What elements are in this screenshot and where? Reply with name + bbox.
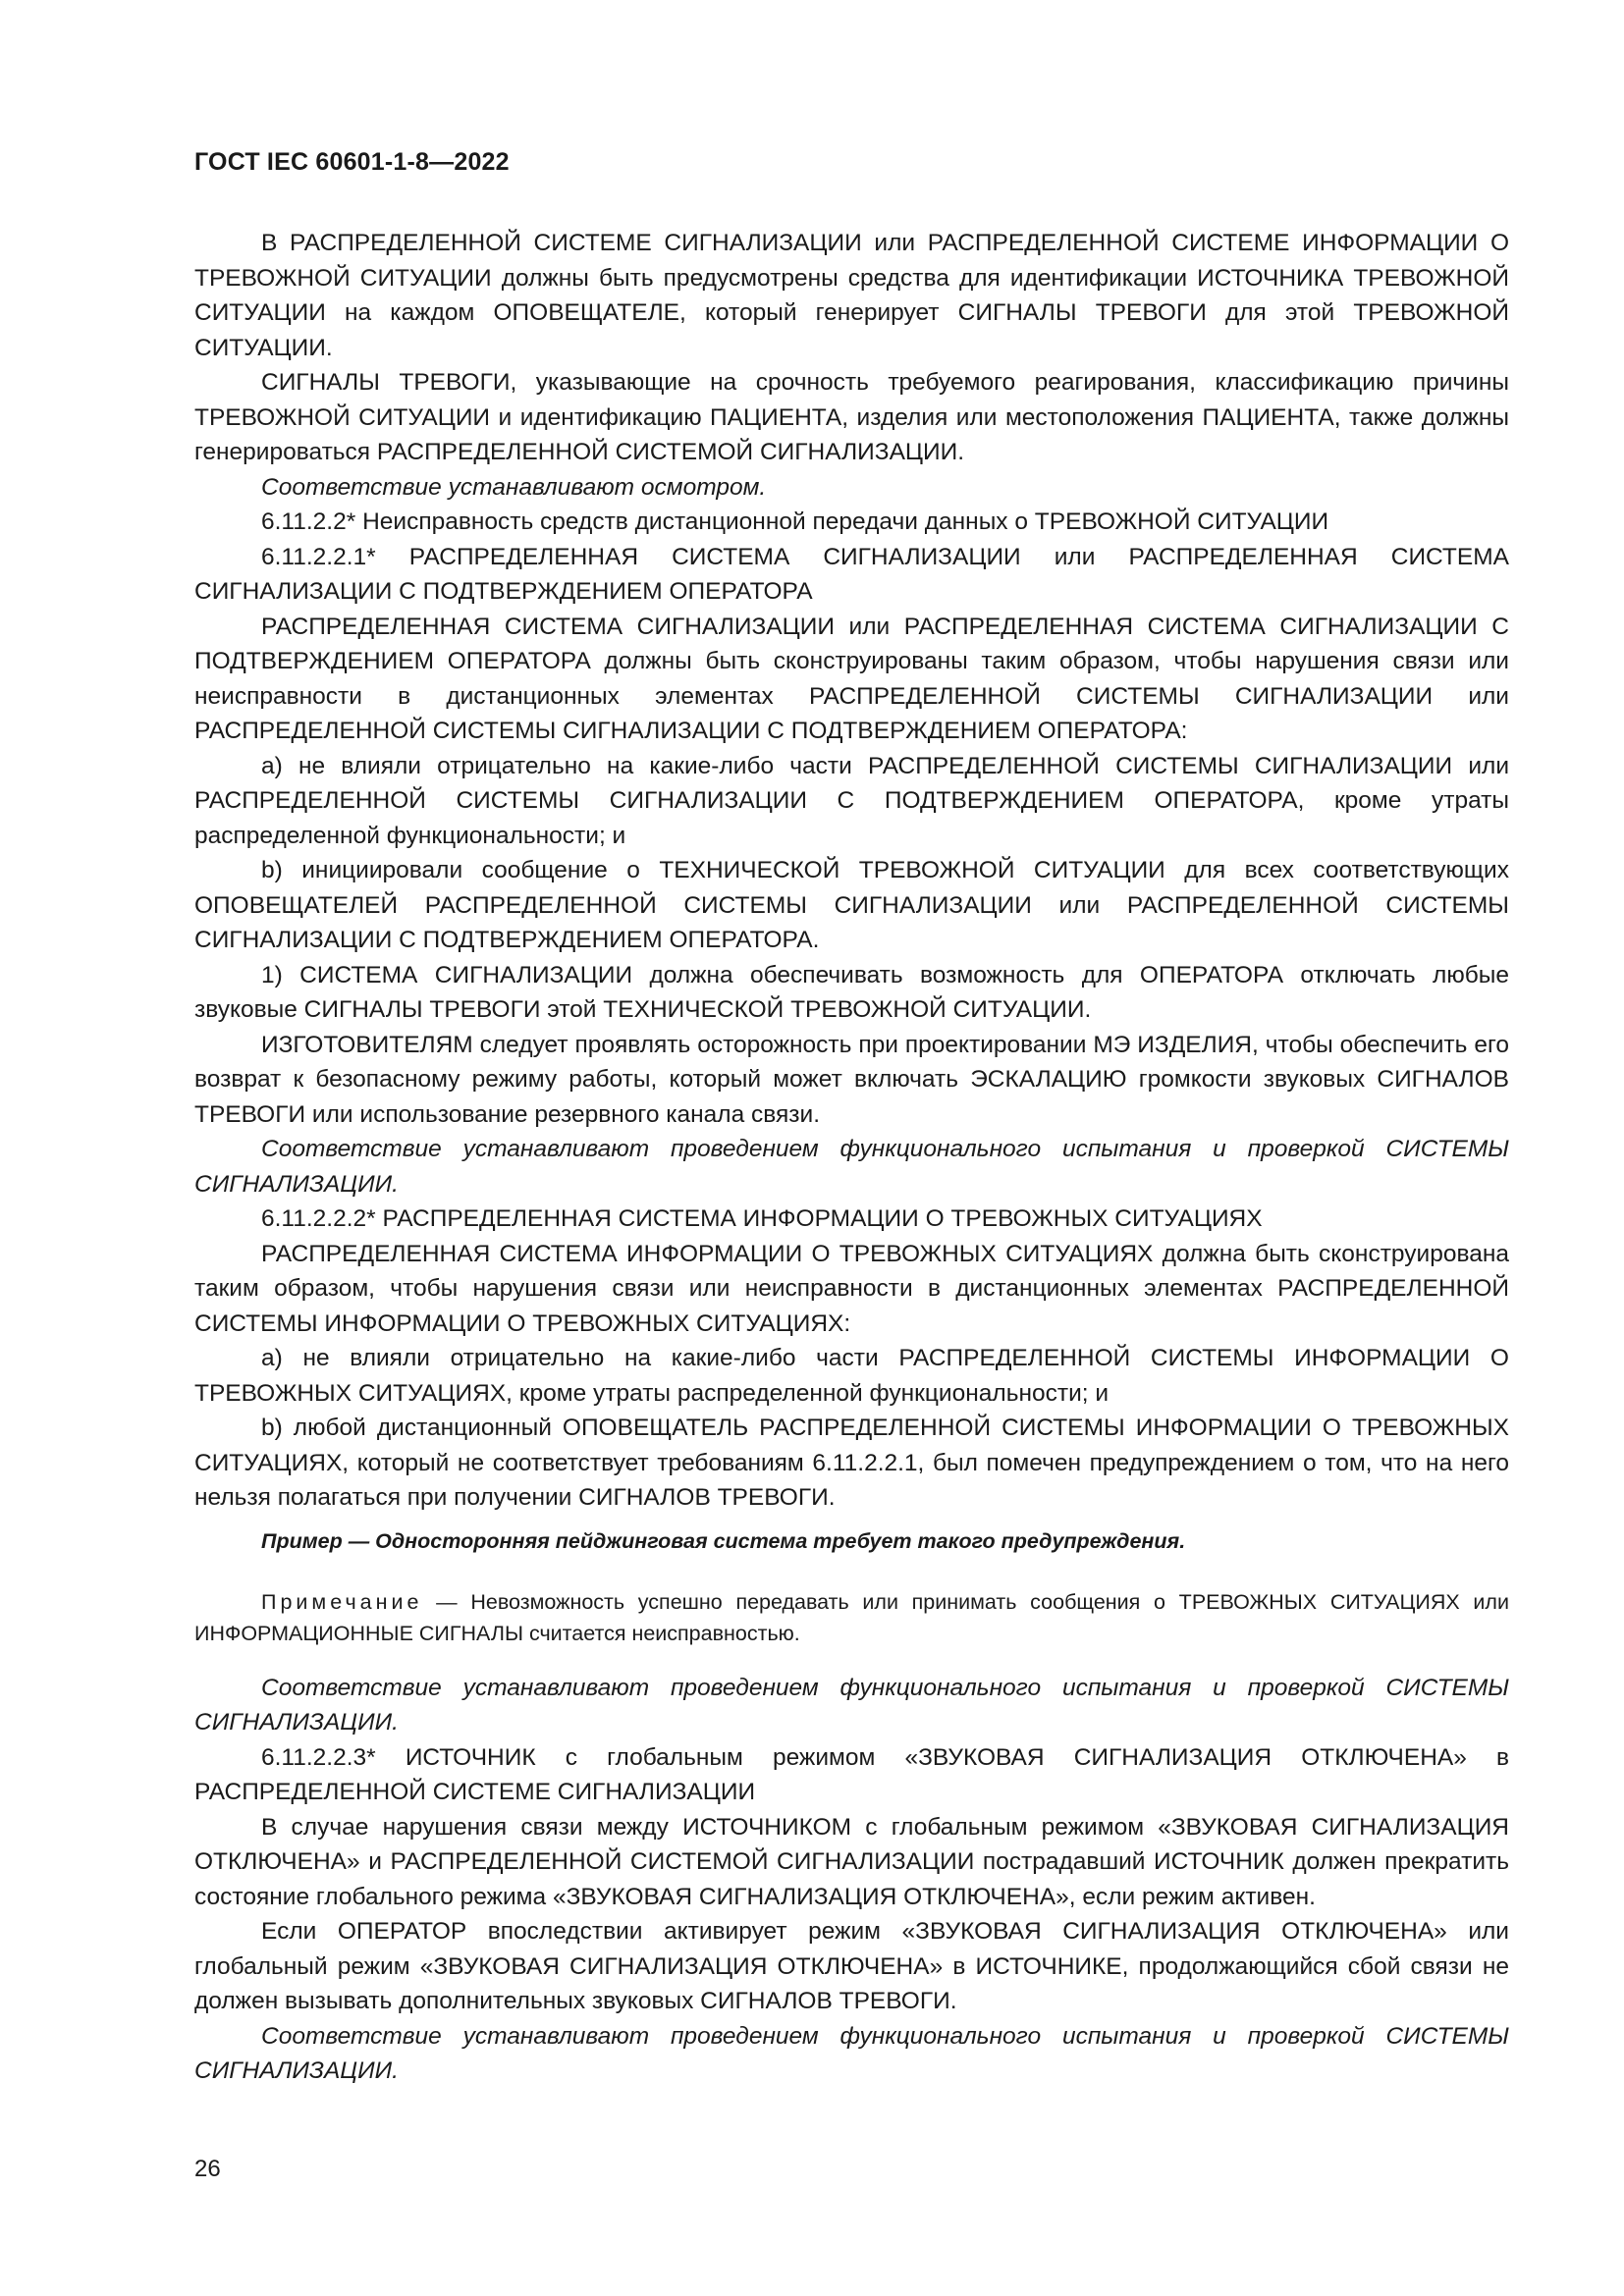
compliance-statement: Соответствие устанавливают проведением функционального испытания и проверкой СИСТЕМЫ СИГНАЛИЗАЦИИ. — [194, 1136, 1509, 1198]
subsection-heading: 6.11.2.2.2* РАСПРЕДЕЛЕННАЯ СИСТЕМА ИНФОРМАЦИИ О ТРЕВОЖНЫХ СИТУАЦИЯХ — [261, 1205, 1263, 1232]
paragraph: В РАСПРЕДЕЛЕННОЙ СИСТЕМЕ СИГНАЛИЗАЦИИ или РАСПРЕДЕЛЕННОЙ СИСТЕМЕ ИНФОРМАЦИИ О ТРЕВОЖНОЙ СИТУАЦИИ должны быть предусмотрены средства для идентификации ИСТОЧНИКА ТРЕВОЖНОЙ СИТУАЦИИ на каждом ОПОВЕЩАТЕЛЕ, который генерирует СИГНАЛЫ ТРЕВОГИ для этой ТРЕВОЖНОЙ СИТУАЦИИ. — [194, 230, 1509, 361]
note — [194, 1586, 1509, 1649]
list-item: 1) СИСТЕМА СИГНАЛИЗАЦИИ должна обеспечивать возможность для ОПЕРАТОРА отключать любые звуковые СИГНАЛЫ ТРЕВОГИ этой ТЕХНИЧЕСКОЙ ТРЕВОЖНОЙ СИТУАЦИИ. — [194, 961, 1509, 1023]
note-text: — Невозможность успешно передавать или принимать сообщения о ТРЕВОЖНЫХ СИТУАЦИЯХ или ИНФОРМАЦИОННЫЕ СИГНАЛЫ считается неисправностью. — [194, 1589, 1509, 1645]
paragraph: Если ОПЕРАТОР впоследствии активирует режим «ЗВУКОВАЯ СИГНАЛИЗАЦИЯ ОТКЛЮЧЕНА» или глобальный режим «ЗВУКОВАЯ СИГНАЛИЗАЦИЯ ОТКЛЮЧЕНА» в ИСТОЧНИКЕ, продолжающийся сбой связи не должен вызывать дополнительных звуковых СИГНАЛОВ ТРЕВОГИ. — [194, 1918, 1509, 2014]
document-header: ГОСТ IEC 60601-1-8—2022 — [194, 148, 510, 176]
compliance-statement: Соответствие устанавливают осмотром. — [261, 473, 767, 501]
note-label: Примечание — [261, 1589, 423, 1614]
paragraph: СИГНАЛЫ ТРЕВОГИ, указывающие на срочность требуемого реагирования, классификацию причины ТРЕВОЖНОЙ СИТУАЦИИ и идентификацию ПАЦИЕНТА, изделия или местоположения ПАЦИЕНТА, также должны генерироваться РАСПРЕДЕЛЕННОЙ СИСТЕМОЙ СИГНАЛИЗАЦИИ. — [194, 369, 1509, 465]
paragraph: ИЗГОТОВИТЕЛЯМ следует проявлять осторожность при проектировании МЭ ИЗДЕЛИЯ, чтобы обеспечить его возврат к безопасному режиму работы, который может включать ЭСКАЛАЦИЮ громкости звуковых СИГНАЛОВ ТРЕВОГИ или использование резервного канала связи. — [194, 1031, 1509, 1128]
list-item: a) не влияли отрицательно на какие-либо части РАСПРЕДЕЛЕННОЙ СИСТЕМЫ ИНФОРМАЦИИ О ТРЕВОЖНЫХ СИТУАЦИЯХ, кроме утраты распределенной функциональности; и — [194, 1345, 1509, 1407]
list-item: b) инициировали сообщение о ТЕХНИЧЕСКОЙ ТРЕВОЖНОЙ СИТУАЦИИ для всех соответствующих ОПОВЕЩАТЕЛЕЙ РАСПРЕДЕЛЕННОЙ СИСТЕМЫ СИГНАЛИЗАЦИИ или РАСПРЕДЕЛЕННОЙ СИСТЕМЫ СИГНАЛИЗАЦИИ С ПОДТВЕРЖДЕНИЕМ ОПЕРАТОРА. — [194, 857, 1509, 953]
example-text: Пример — Односторонняя пейджинговая система требует такого предупреждения. — [261, 1528, 1186, 1553]
document-body — [194, 226, 1509, 2089]
list-item: b) любой дистанционный ОПОВЕЩАТЕЛЬ РАСПРЕДЕЛЕННОЙ СИСТЕМЫ ИНФОРМАЦИИ О ТРЕВОЖНЫХ СИТУАЦИЯХ, который не соответствует требованиям 6.11.2.2.1, был помечен предупреждением о том, что на него нельзя полагаться при получении СИГНАЛОВ ТРЕВОГИ. — [194, 1415, 1509, 1511]
subsection-heading: 6.11.2.2.3* ИСТОЧНИК с глобальным режимом «ЗВУКОВАЯ СИГНАЛИЗАЦИЯ ОТКЛЮЧЕНА» в РАСПРЕДЕЛЕННОЙ СИСТЕМЕ СИГНАЛИЗАЦИИ — [194, 1743, 1509, 1805]
paragraph: В случае нарушения связи между ИСТОЧНИКОМ с глобальным режимом «ЗВУКОВАЯ СИГНАЛИЗАЦИЯ ОТКЛЮЧЕНА» и РАСПРЕДЕЛЕННОЙ СИСТЕМОЙ СИГНАЛИЗАЦИИ пострадавший ИСТОЧНИК должен прекратить состояние глобального режима «ЗВУКОВАЯ СИГНАЛИЗАЦИЯ ОТКЛЮЧЕНА», если режим активен. — [194, 1813, 1509, 1910]
compliance-statement: Соответствие устанавливают проведением функционального испытания и проверкой СИСТЕМЫ СИГНАЛИЗАЦИИ. — [194, 2022, 1509, 2084]
compliance-statement: Соответствие устанавливают проведением функционального испытания и проверкой СИСТЕМЫ СИГНАЛИЗАЦИИ. — [194, 1674, 1509, 1735]
subsection-heading: 6.11.2.2.1* РАСПРЕДЕЛЕННАЯ СИСТЕМА СИГНАЛИЗАЦИИ или РАСПРЕДЕЛЕННАЯ СИСТЕМА СИГНАЛИЗАЦИИ С ПОДТВЕРЖДЕНИЕМ ОПЕРАТОРА — [194, 543, 1509, 605]
section-heading: 6.11.2.2* Неисправность средств дистанционной передачи данных о ТРЕВОЖНОЙ СИТУАЦИИ — [261, 508, 1329, 535]
list-item: a) не влияли отрицательно на какие-либо части РАСПРЕДЕЛЕННОЙ СИСТЕМЫ СИГНАЛИЗАЦИИ или РАСПРЕДЕЛЕННОЙ СИСТЕМЫ СИГНАЛИЗАЦИИ С ПОДТВЕРЖДЕНИЕМ ОПЕРАТОРА, кроме утраты распределенной функциональности; и — [194, 752, 1509, 849]
paragraph: РАСПРЕДЕЛЕННАЯ СИСТЕМА ИНФОРМАЦИИ О ТРЕВОЖНЫХ СИТУАЦИЯХ должна быть сконструирована таким образом, чтобы нарушения связи или неисправности в дистанционных элементах РАСПРЕДЕЛЕННОЙ СИСТЕМЫ ИНФОРМАЦИИ О ТРЕВОЖНЫХ СИТУАЦИЯХ: — [194, 1240, 1509, 1337]
paragraph: РАСПРЕДЕЛЕННАЯ СИСТЕМА СИГНАЛИЗАЦИИ или РАСПРЕДЕЛЕННАЯ СИСТЕМА СИГНАЛИЗАЦИИ С ПОДТВЕРЖДЕНИЕМ ОПЕРАТОРА должны быть сконструированы таким образом, чтобы нарушения связи или неисправности в дистанционных элементах РАСПРЕДЕЛЕННОЙ СИСТЕМЫ СИГНАЛИЗАЦИИ или РАСПРЕДЕЛЕННОЙ СИСТЕМЫ СИГНАЛИЗАЦИИ С ПОДТВЕРЖДЕНИЕМ ОПЕРАТОРА: — [194, 613, 1509, 744]
page-number: 26 — [194, 2156, 221, 2182]
